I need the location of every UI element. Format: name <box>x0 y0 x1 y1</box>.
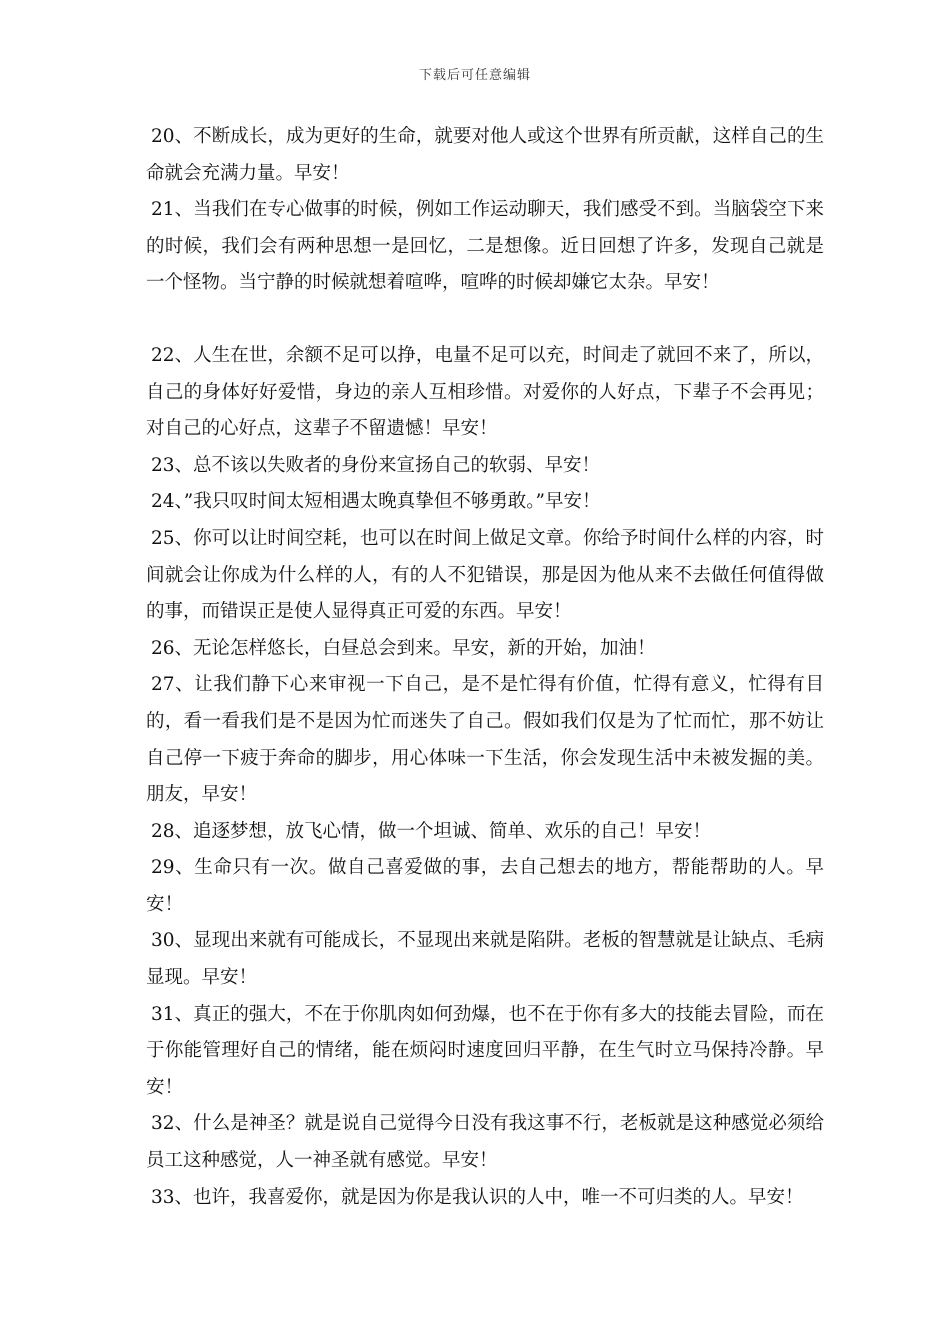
paragraph-27: 27、让我们静下心来审视一下自己，是不是忙得有价值，忙得有意义，忙得有目的，看一看我们是不是因为忙而迷失了自己。假如我们仅是为了忙而忙，那不妨让自己停一下疲于奔命的脚步，用心体味一下生活，你会发现生活中未被发掘的美。朋友，早安！ <box>146 674 824 806</box>
paragraph-28: 28、追逐梦想，放飞心情，做一个坦诚、简单、欢乐的自己！早安！ <box>151 820 712 842</box>
paragraph-22: 22、人生在世，余额不足可以挣，电量不足可以充，时间走了就回不来了，所以，自己的身体好好爱惜，身边的亲人互相珍惜。对爱你的人好点，下辈子不会再见；对自己的心好点，这辈子不留遗憾！早安！ <box>146 344 824 440</box>
document-body <box>146 119 824 1216</box>
paragraph-33: 33、也许，我喜爱你，就是因为你是我认识的人中，唯一不可归类的人。早安！ <box>151 1186 804 1208</box>
paragraph-21: 21、当我们在专心做事的时候，例如工作运动聊天，我们感受不到。当脑袋空下来的时候，我们会有两种思想一是回忆，二是想像。近日回想了许多，发现自己就是一个怪物。当宁静的时候就想着喧哗，喧哗的时候却嫌它太杂。早安！ <box>146 199 824 294</box>
paragraph-20: 20、不断成长，成为更好的生命，就要对他人或这个世界有所贡献，这样自己的生命就会充满力量。早安！ <box>146 126 824 184</box>
paragraph-31: 31、真正的强大，不在于你肌肉如何劲爆，也不在于你有多大的技能去冒险，而在于你能管理好自己的情绪，能在烦闷时速度回归平静，在生气时立马保持冷静。早安！ <box>146 1003 824 1098</box>
paragraph-23: 23、总不该以失败者的身份来宣扬自己的软弱、早安！ <box>151 454 601 476</box>
paragraph-24: 24、”我只叹时间太短相遇太晚真挚但不够勇敢。”早安！ <box>151 491 601 513</box>
paragraph-30: 30、显现出来就有可能成长，不显现出来就是陷阱。老板的智慧就是让缺点、毛病显现。早安！ <box>146 930 824 989</box>
header-note: 下载后可任意编辑 <box>418 68 531 83</box>
paragraph-32: 32、什么是神圣？就是说自己觉得今日没有我这事不行，老板就是这种感觉必须给员工这种感觉，人一神圣就有感觉。早安！ <box>146 1113 824 1172</box>
paragraph-26: 26、无论怎样悠长，白昼总会到来。早安，新的开始，加油！ <box>151 637 656 659</box>
paragraph-25: 25、你可以让时间空耗，也可以在时间上做足文章。你给予时间什么样的内容，时间就会让你成为什么样的人，有的人不犯错误，那是因为他从来不去做任何值得做的事，而错误正是使人显得真正可爱的东西。早安！ <box>146 527 824 623</box>
paragraph-29: 29、生命只有一次。做自己喜爱做的事，去自己想去的地方，帮能帮助的人。早安！ <box>146 857 824 915</box>
